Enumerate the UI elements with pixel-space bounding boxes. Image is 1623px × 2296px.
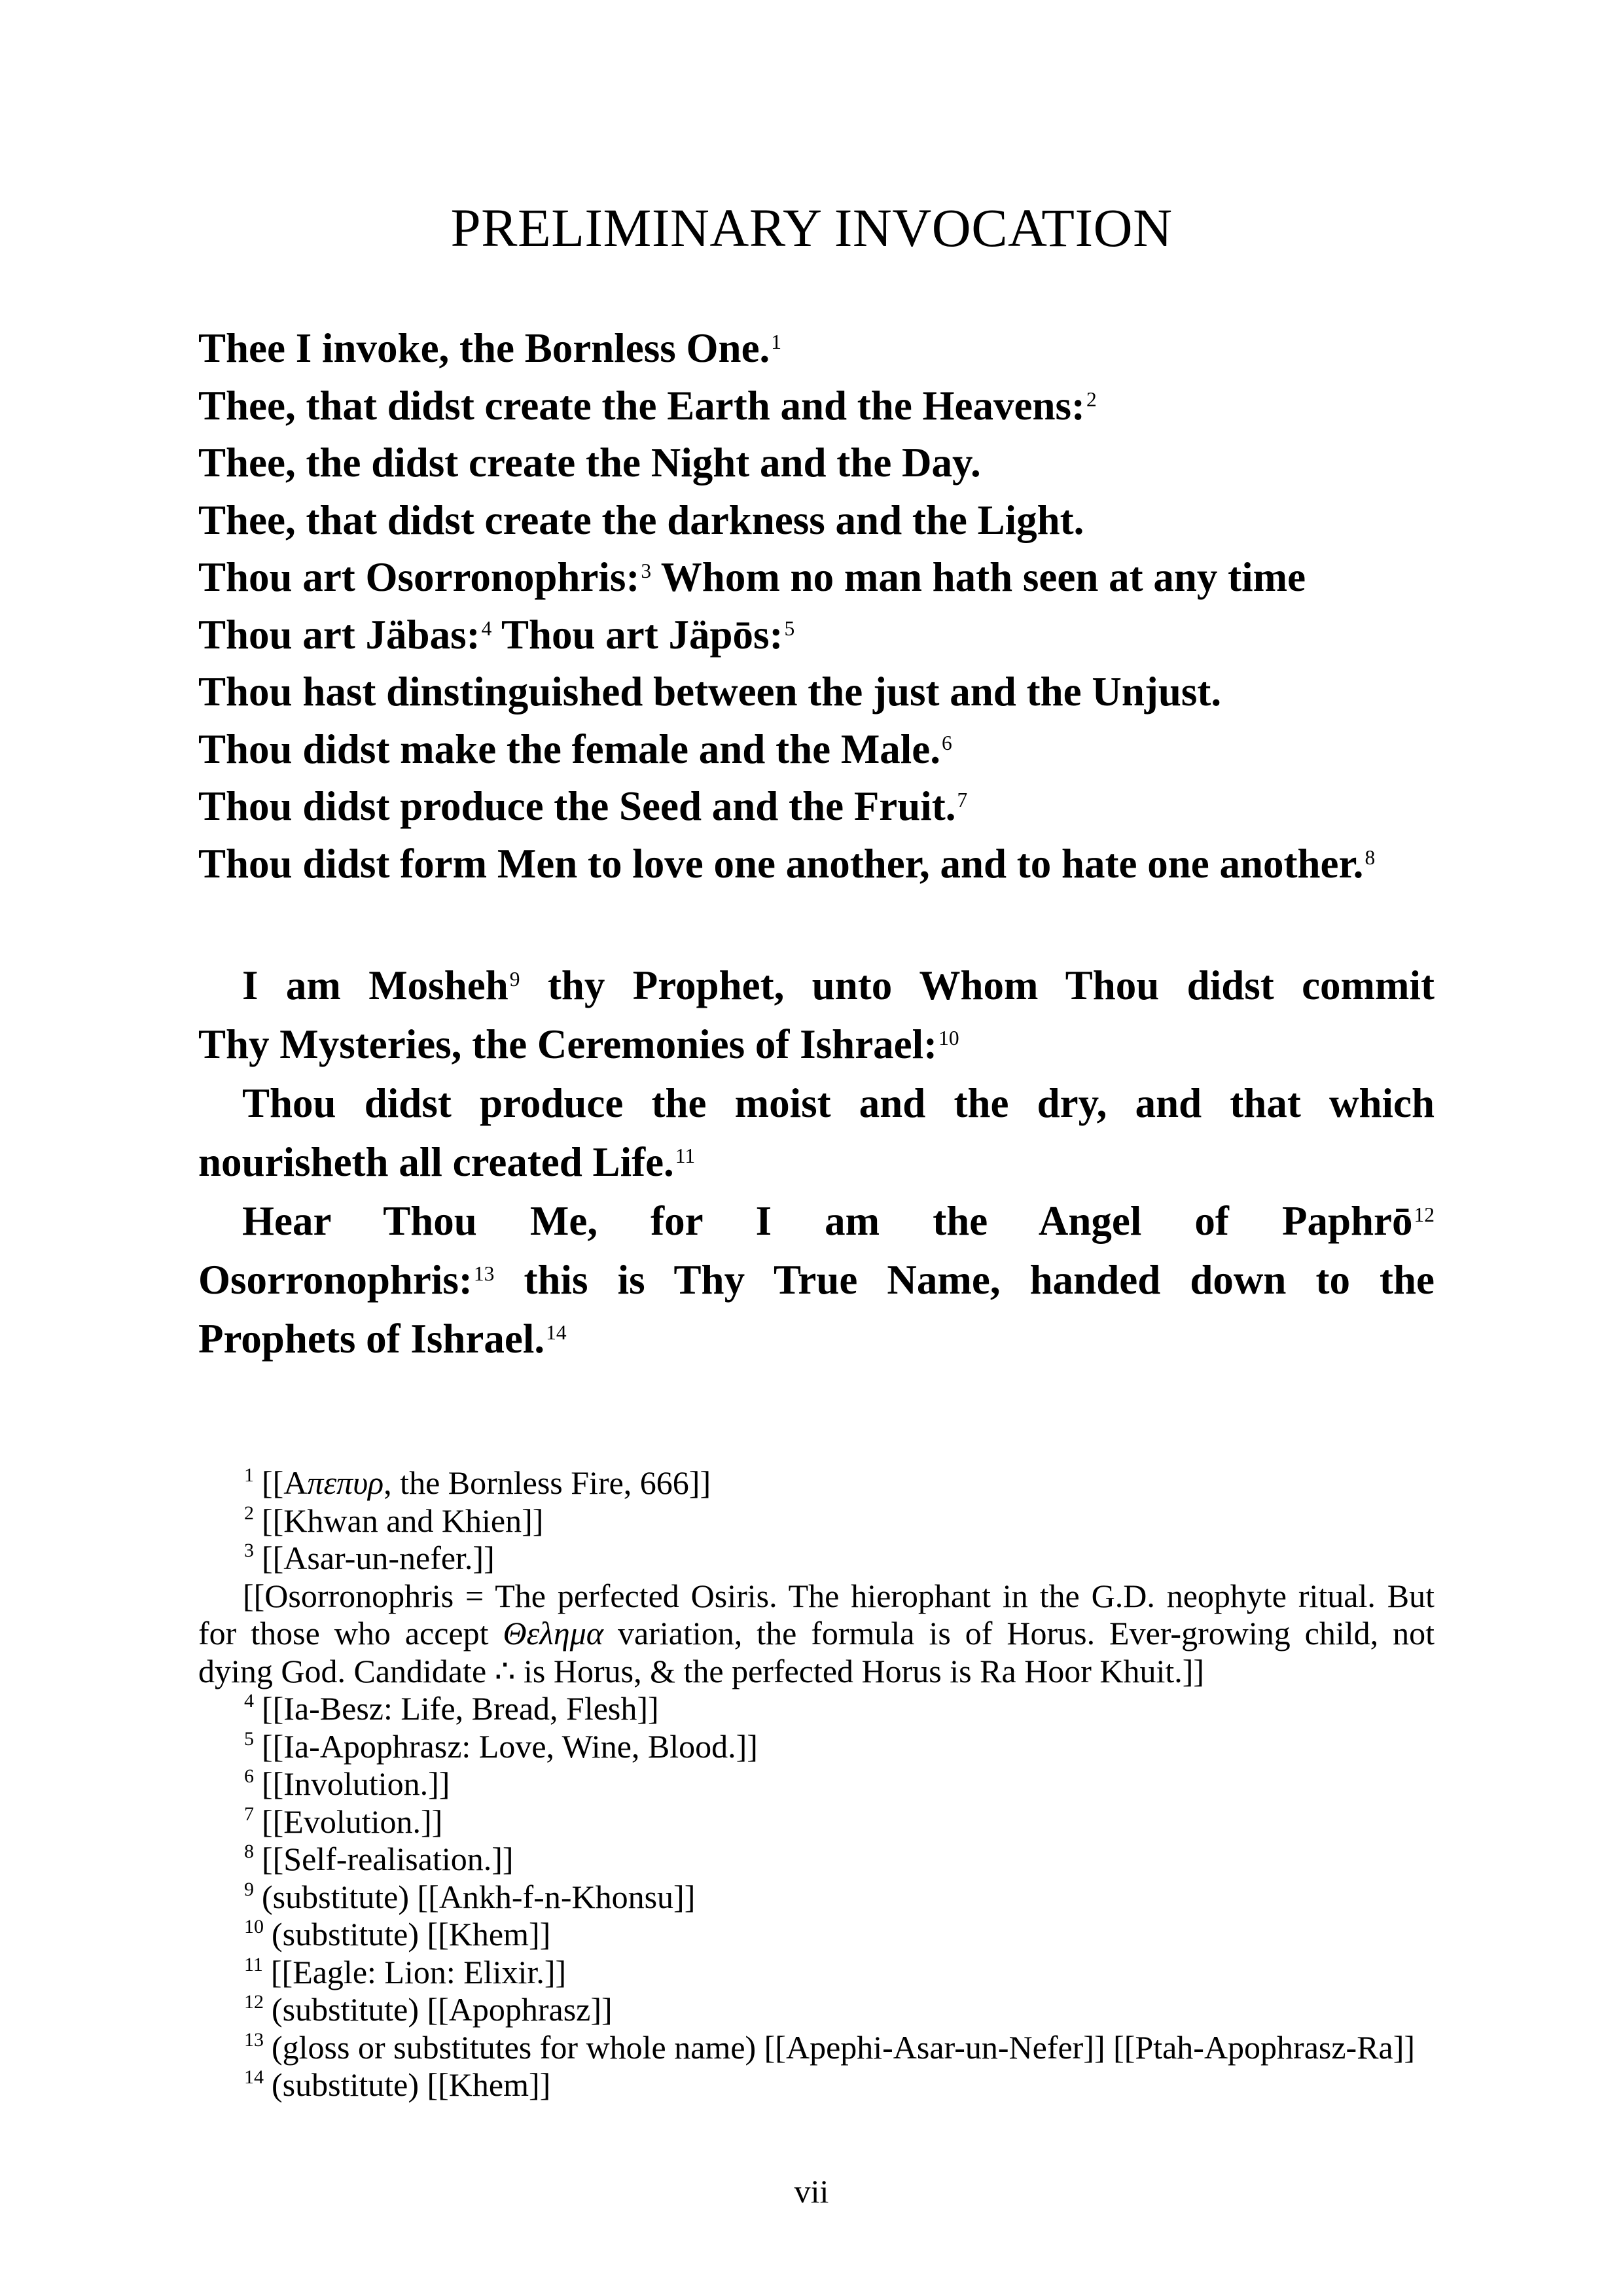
declaration-line: [198, 1015, 1435, 1074]
line-text: Hear Thou Me, for I am the Angel of Paphrō: [242, 1198, 1413, 1244]
declaration-line: [198, 1133, 1435, 1192]
footnote-text: (substitute) [[Khem]]: [272, 2066, 551, 2103]
footnote-marker: 2: [1086, 387, 1097, 411]
footnote-number: 8: [244, 1841, 254, 1863]
invocation-line: [198, 378, 1435, 435]
line-text: Thou art Jäbas:: [198, 611, 480, 658]
declaration-line: [198, 1250, 1435, 1309]
footnote-number: 12: [244, 1991, 264, 2013]
footnote-marker: 1: [771, 330, 782, 354]
footnote: [198, 2066, 1435, 2104]
declaration-line: [198, 1074, 1435, 1133]
footnote-marker: 14: [546, 1321, 567, 1345]
footnote-number: 14: [244, 2066, 264, 2089]
footnote-marker: 12: [1414, 1203, 1435, 1227]
invocation-block: [198, 320, 1435, 892]
footnote-text: [[Involution.]]: [262, 1765, 450, 1802]
line-text: thy Prophet, unto Whom Thou didst commit: [520, 963, 1435, 1008]
footnote-text: (substitute) [[Khem]]: [272, 1916, 551, 1952]
footnote-text: , the Bornless Fire, 666]]: [383, 1464, 711, 1501]
footnote-text: dying God. Candidate ∴ is Horus, & the perfected Horus is Ra Hoor Khuit.]]: [198, 1652, 1205, 1689]
page-title: PRELIMINARY INVOCATION: [450, 198, 1173, 258]
footnote-number: 1: [244, 1464, 254, 1487]
footnote-text: [[Ia-Apophrasz: Love, Wine, Blood.]]: [262, 1727, 758, 1765]
line-text: Thou didst form Men to love one another, and to hate one another.: [198, 840, 1364, 887]
footnote: [198, 1916, 1435, 1954]
footnote-marker: 11: [675, 1144, 696, 1168]
line-text: Thee, the didst create the Night and the Day.: [198, 440, 981, 486]
footnote: [198, 1502, 1435, 1540]
line-text: Osorronophris:: [198, 1257, 473, 1303]
footnote-number: 5: [244, 1727, 254, 1750]
footnote-text: (substitute) [[Apophrasz]]: [272, 1991, 613, 2028]
footnote-text: [[Khwan and Khien]]: [262, 1502, 544, 1539]
line-text: Thy Mysteries, the Ceremonies of Ishrael:: [198, 1021, 938, 1067]
invocation-line: [198, 663, 1435, 721]
declaration-line: [198, 1309, 1435, 1368]
footnote: [198, 1841, 1435, 1879]
footnote-number: 13: [244, 2028, 264, 2051]
footnote-marker: 5: [784, 616, 795, 640]
line-text: Thou didst produce the Seed and the Fruit.: [198, 783, 956, 829]
invocation-line: [198, 607, 1435, 664]
footnote-text: [[Asar-un-nefer.]]: [262, 1540, 495, 1576]
footnote-number: 7: [244, 1803, 254, 1825]
line-text: Thou art Jäpōs:: [491, 611, 783, 658]
footnote-text: (gloss or substitutes for whole name) [[Apephi-Asar-un-Nefer]] [[Ptah-Apophrasz-Ra]]: [272, 2028, 1416, 2066]
footnote-text: [[Osorronophris = The perfected Osiris. The hierophant in the G.D. neophyte ritual. But: [243, 1577, 1435, 1614]
footnote: [198, 1954, 1435, 1992]
invocation-line: [198, 320, 1435, 378]
footnote-text: [[A: [262, 1464, 308, 1501]
invocation-line: [198, 721, 1435, 779]
invocation-line: [198, 778, 1435, 836]
footnote-number: 2: [244, 1502, 254, 1524]
line-text: Thou art Osorronophris:: [198, 554, 640, 600]
footnote-number: 10: [244, 1916, 264, 1938]
footnote-marker: 8: [1364, 845, 1376, 869]
footnote-marker: 3: [641, 559, 652, 583]
footnote: [198, 1765, 1435, 1803]
line-text: this is Thy True Name, handed down to the: [494, 1257, 1435, 1303]
footnote-marker: 9: [509, 968, 520, 991]
footnote-text: [[Ia-Besz: Life, Bread, Flesh]]: [262, 1690, 659, 1727]
footnote-gloss-line: [198, 1653, 1435, 1691]
line-text: Thee, that didst create the darkness and the Light.: [198, 497, 1084, 543]
line-text: Thee I invoke, the Bornless One.: [198, 325, 770, 371]
footnote-number: 3: [244, 1540, 254, 1562]
invocation-line: [198, 492, 1435, 550]
footnotes-block: [198, 1464, 1435, 2104]
invocation-line: [198, 434, 1435, 492]
invocation-line: [198, 549, 1435, 607]
footnote-gloss-line: [198, 1615, 1435, 1653]
footnote: [198, 1991, 1435, 2029]
footnote-text: [[Eagle: Lion: Elixir.]]: [270, 1953, 567, 1990]
line-text: I am Mosheh: [242, 963, 508, 1008]
footnote-marker: 7: [957, 788, 968, 812]
footnote: [198, 1540, 1435, 1578]
footnote-text: for those who accept: [198, 1615, 503, 1651]
footnote: [198, 1803, 1435, 1841]
line-text: Thee, that didst create the Earth and the Heavens:: [198, 382, 1085, 429]
footnote-number: 6: [244, 1765, 254, 1788]
declaration-block: [198, 956, 1435, 1368]
footnote: [198, 1464, 1435, 1502]
line-text: Thou didst produce the moist and the dry, and that which: [242, 1080, 1435, 1126]
declaration-line: [198, 1192, 1435, 1250]
footnote-number: 11: [244, 1953, 263, 1975]
line-text: Thou didst make the female and the Male.: [198, 726, 940, 772]
line-text: Prophets of Ishrael.: [198, 1316, 545, 1362]
footnote-text: [[Evolution.]]: [262, 1803, 443, 1840]
footnote-gloss-line: [198, 1578, 1435, 1616]
line-text: nourisheth all created Life.: [198, 1139, 674, 1185]
footnote-number: 9: [244, 1878, 254, 1900]
footnote-text: (substitute) [[Ankh-f-n-Khonsu]]: [262, 1878, 696, 1915]
invocation-line: [198, 836, 1435, 893]
footnote-greek-text: πεπυρ: [307, 1464, 384, 1501]
footnote: [198, 1690, 1435, 1728]
footnote: [198, 1879, 1435, 1916]
footnote-marker: 10: [938, 1027, 959, 1050]
line-text: Whom no man hath seen at any time: [651, 554, 1306, 600]
footnote-marker: 4: [481, 616, 492, 640]
footnote-greek-text: Θελημα: [503, 1615, 604, 1651]
footnote-marker: 6: [942, 731, 952, 754]
footnote-marker: 13: [473, 1262, 495, 1286]
footnote: [198, 2029, 1435, 2067]
line-text: Thou hast dinstinguished between the just and the Unjust.: [198, 669, 1222, 715]
footnote-text: variation, the formula is of Horus. Ever-growing child, not: [603, 1615, 1435, 1651]
footnote-text: [[Self-realisation.]]: [262, 1841, 514, 1877]
declaration-line: [198, 956, 1435, 1015]
footnote: [198, 1728, 1435, 1766]
footnote-number: 4: [244, 1690, 254, 1712]
page-number: vii: [794, 2173, 829, 2210]
